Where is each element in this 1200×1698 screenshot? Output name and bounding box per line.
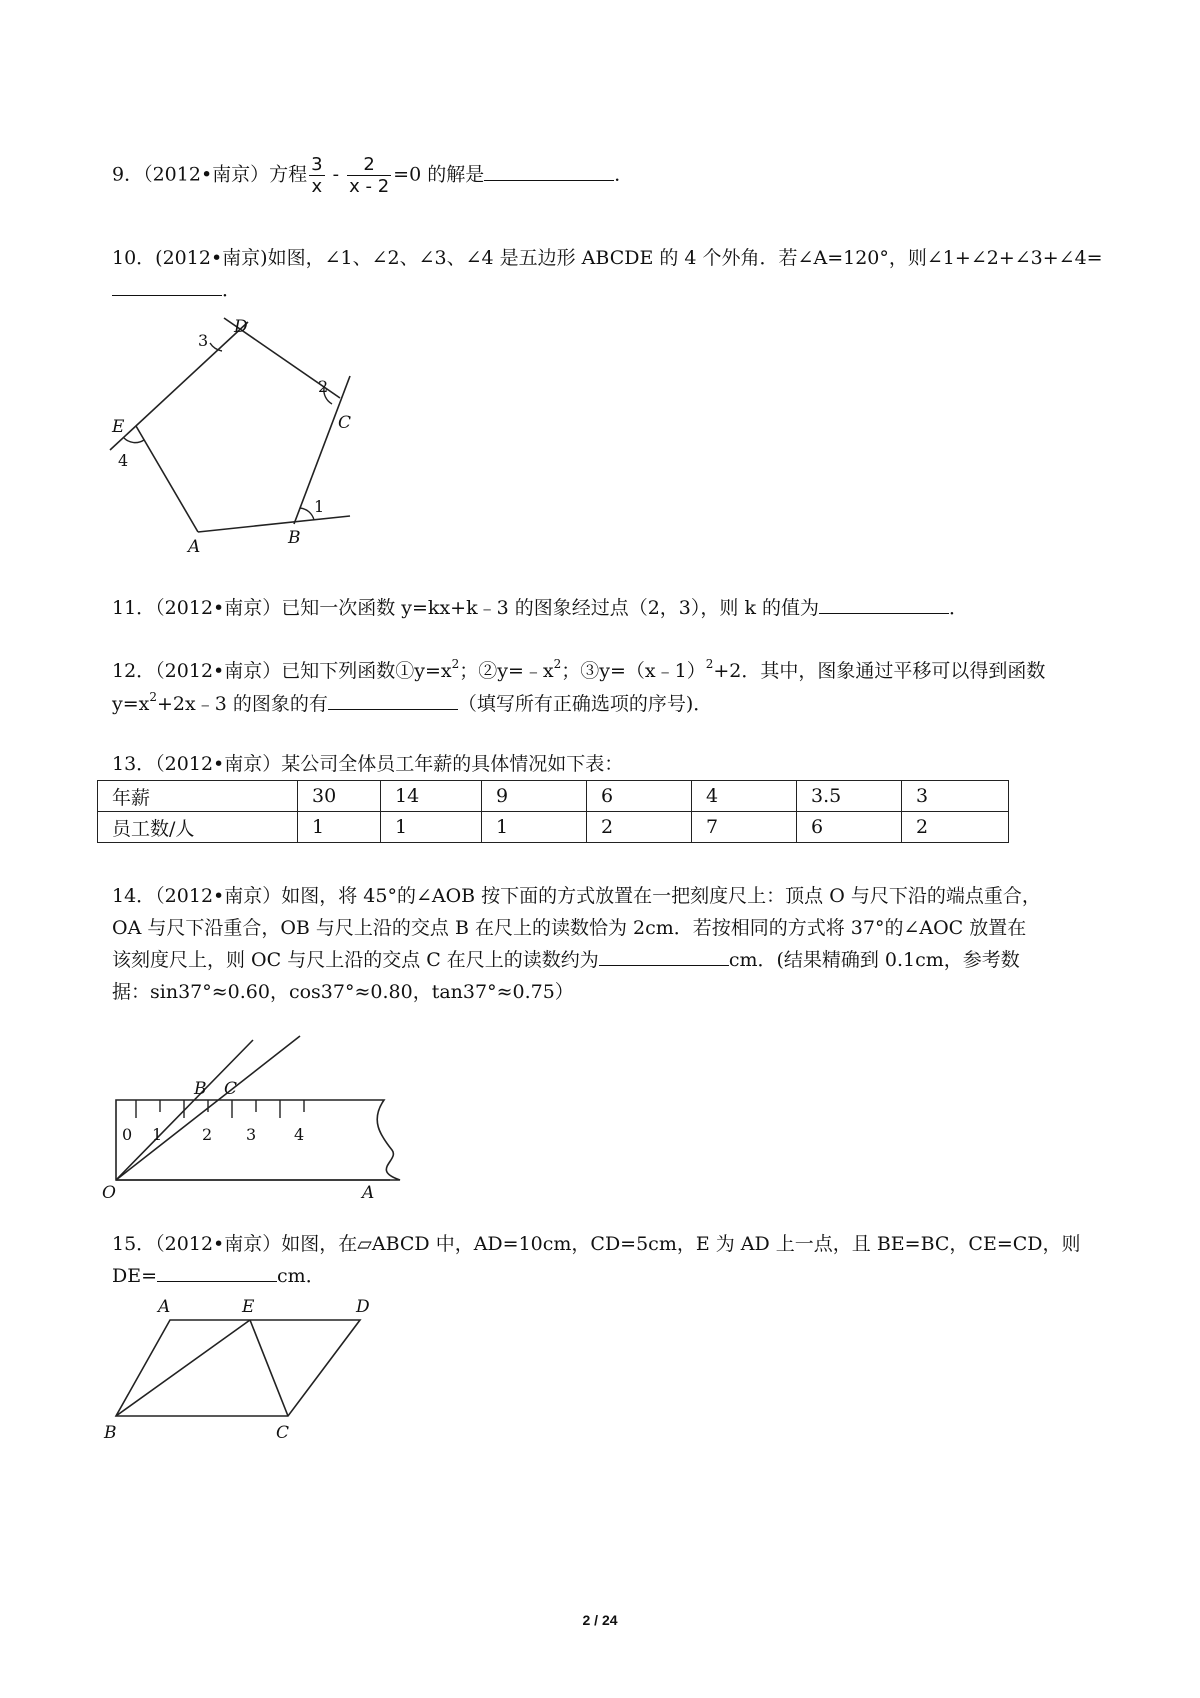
q9-fraction-2: $\frac{2}{x - 2}$ bbox=[349, 154, 390, 197]
tick-label-2: 2 bbox=[202, 1125, 213, 1144]
question-9: 9．（2012•南京）方程 $\frac{3}{x}$ - $\frac{2}{x - 2}$ =0 的解是 ． bbox=[112, 154, 634, 197]
answer-blank-14[interactable] bbox=[599, 945, 729, 966]
question-13: 13．（2012•南京）某公司全体员工年薪的具体情况如下表： bbox=[112, 753, 624, 775]
label-B: B bbox=[194, 1079, 207, 1099]
q9-fraction-1: $\frac{3}{x}$ bbox=[311, 154, 323, 197]
label-C: C bbox=[224, 1079, 238, 1099]
tick-label-3: 3 bbox=[246, 1125, 257, 1144]
answer-blank-11[interactable] bbox=[819, 593, 949, 614]
tick-label-4: 4 bbox=[294, 1125, 305, 1144]
pentagon-figure bbox=[100, 310, 360, 557]
question-14-line2: OA 与尺下沿重合，OB 与尺上沿的交点 B 在尺上的读数恰为 2cm．若按相同的方式将 37°的∠AOC 放置在 bbox=[112, 917, 1027, 939]
angle-label-1: 1 bbox=[314, 497, 325, 516]
answer-blank-15[interactable] bbox=[157, 1261, 277, 1282]
label-C: C bbox=[338, 413, 352, 433]
question-14-line4: 据：sin37°≈0.60，cos37°≈0.80，tan37°≈0.75） bbox=[112, 981, 574, 1003]
question-12-line1: 12．（2012•南京）已知下列函数$①y=x^2$；$②y=﹣x^2$；③y=（x﹣1）$^2$+2．其中，图象通过平移可以得到函数 bbox=[112, 657, 1046, 682]
question-15-line1: 15．（2012•南京）如图，在▱ABCD 中，AD=10cm，CD=5cm，E 为 AD 上一点，且 BE=BC，CE=CD，则 bbox=[112, 1233, 1081, 1255]
angle-label-4: 4 bbox=[118, 451, 129, 470]
tick-label-1: 1 bbox=[152, 1125, 163, 1144]
label-C: C bbox=[276, 1423, 290, 1443]
label-D: D bbox=[356, 1297, 370, 1317]
table-row: 员工数/人 1 1 1 2 7 6 2 bbox=[98, 812, 1009, 843]
answer-blank-12[interactable] bbox=[328, 689, 458, 710]
question-10-line2: ． bbox=[112, 274, 241, 306]
q9-prefix: 9．（2012•南京）方程 bbox=[112, 163, 308, 186]
angle-label-2: 2 bbox=[318, 377, 329, 396]
label-B: B bbox=[104, 1423, 117, 1443]
answer-blank-10[interactable] bbox=[112, 275, 222, 296]
question-15-line2: DE= cm． bbox=[112, 1260, 325, 1292]
label-A: A bbox=[158, 1297, 171, 1317]
question-10-line1: 10．(2012•南京)如图，∠1、∠2、∠3、∠4 是五边形 ABCDE 的 4 个外角．若∠A=120°，则∠1+∠2+∠3+∠4= bbox=[112, 247, 1103, 269]
question-14-line1: 14．（2012•南京）如图，将 45°的∠AOB 按下面的方式放置在一把刻度尺上：顶点 O 与尺下沿的端点重合， bbox=[112, 885, 1041, 907]
answer-blank-9[interactable] bbox=[484, 160, 614, 181]
label-B: B bbox=[288, 528, 301, 548]
angle-label-3: 3 bbox=[198, 331, 209, 350]
label-D: D bbox=[234, 317, 248, 337]
label-E: E bbox=[112, 417, 125, 437]
table-row: 年薪 30 14 9 6 4 3.5 3 bbox=[98, 781, 1009, 812]
parallelogram-figure bbox=[100, 1296, 400, 1446]
salary-table bbox=[97, 780, 1009, 843]
question-14-line3: 该刻度尺上，则 OC 与尺上沿的交点 C 在尺上的读数约为 cm．(结果精确到 0.1cm，参考数 bbox=[112, 944, 1020, 976]
question-11: 11．（2012•南京）已知一次函数 y=kx+k﹣3 的图象经过点（2，3），则 k 的值为 ． bbox=[112, 592, 968, 624]
q9-tail: =0 的解是 bbox=[393, 163, 485, 186]
label-E: E bbox=[242, 1297, 255, 1317]
label-A: A bbox=[362, 1183, 375, 1203]
tick-label-0: 0 bbox=[122, 1125, 133, 1144]
question-12-line2: $y=x^2+2x﹣3$ 的图象的有 （填写所有正确选项的序号)． bbox=[112, 690, 713, 715]
label-O: O bbox=[102, 1183, 116, 1203]
ruler-figure bbox=[100, 1010, 420, 1203]
label-A: A bbox=[188, 537, 201, 557]
page-number: 2 / 24 bbox=[582, 1612, 618, 1628]
